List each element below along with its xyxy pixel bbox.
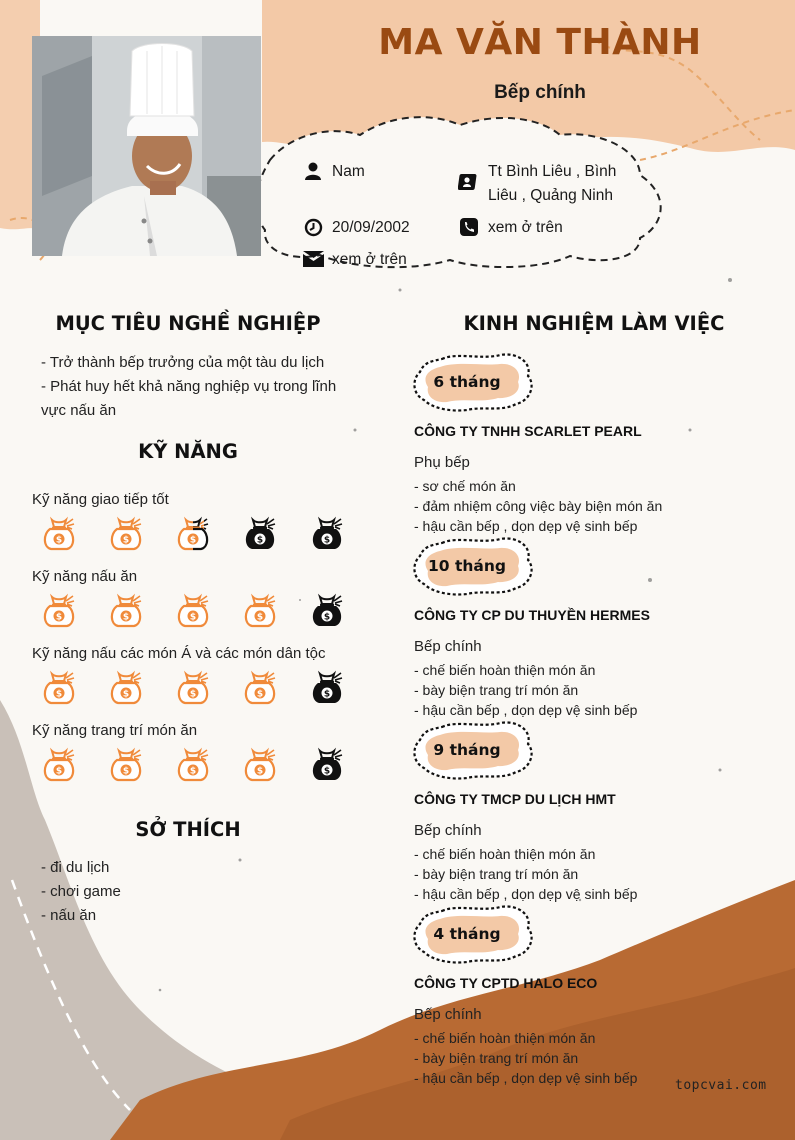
hobby-item: - nấu ăn (41, 907, 97, 924)
money-bag-icon (174, 668, 212, 706)
user-icon (303, 161, 323, 181)
money-bag-icon (308, 745, 346, 783)
hobbies-heading: SỞ THÍCH (135, 818, 241, 841)
gender-value: Nam (332, 163, 365, 180)
skill-label: Kỹ năng giao tiếp tốt (32, 491, 169, 508)
svg-text:$: $ (256, 689, 264, 700)
skill-rating (40, 668, 350, 708)
svg-text:$: $ (189, 535, 197, 546)
phone-icon (459, 217, 479, 237)
hobby-item: - đi du lịch (41, 859, 110, 876)
duty-item: - sơ chế món ăn (414, 478, 516, 494)
skill-rating (40, 514, 350, 554)
company-name: CÔNG TY TNHH SCARLET PEARL (414, 423, 642, 439)
duration-badge (412, 904, 537, 964)
svg-text:$: $ (122, 766, 130, 777)
money-bag-icon (308, 514, 346, 552)
skills-heading: KỸ NĂNG (138, 440, 238, 463)
money-bag-icon (107, 668, 145, 706)
duty-item: - bày biện trang trí món ăn (414, 682, 579, 698)
address-card-icon (458, 172, 480, 192)
profile-photo (32, 36, 261, 256)
money-bag-icon (40, 514, 78, 552)
svg-text:$: $ (189, 766, 197, 777)
svg-text:$: $ (122, 689, 130, 700)
company-name: CÔNG TY CP DU THUYỀN HERMES (414, 607, 650, 623)
email-value: xem ở trên (332, 251, 407, 268)
duty-item: - hậu cần bếp , dọn dẹp vệ sinh bếp (414, 518, 638, 534)
money-bag-icon (107, 745, 145, 783)
position: Phụ bếp (414, 454, 470, 471)
duty-item: - đảm nhiệm công việc bày biện món ăn (414, 498, 663, 514)
duty-item: - hậu cần bếp , dọn dẹp vệ sinh bếp (414, 702, 638, 718)
watermark: topcvai.com (675, 1078, 767, 1093)
duration-text: 4 tháng (433, 925, 501, 943)
svg-text:$: $ (256, 612, 264, 623)
svg-text:$: $ (55, 689, 63, 700)
money-bag-icon (40, 591, 78, 629)
objective-line: - Phát huy hết khả năng nghiệp vụ trong lĩnh (41, 378, 337, 395)
hobby-item: - chơi game (41, 883, 121, 900)
duration-text: 9 tháng (433, 741, 501, 759)
duration-text: 10 tháng (428, 557, 506, 575)
money-bag-icon (308, 591, 346, 629)
skill-label: Kỹ năng trang trí món ăn (32, 722, 198, 739)
duty-item: - hậu cần bếp , dọn dẹp vệ sinh bếp (414, 1070, 638, 1086)
duty-item: - bày biện trang trí món ăn (414, 866, 579, 882)
svg-text:$: $ (323, 612, 331, 623)
objective-heading: MỤC TIÊU NGHỀ NGHIỆP (55, 312, 321, 335)
position: Bếp chính (414, 822, 482, 839)
money-bag-icon (241, 668, 279, 706)
company-name: CÔNG TY TMCP DU LỊCH HMT (414, 791, 616, 807)
money-bag-icon (174, 745, 212, 783)
objective-line: vực nấu ăn (41, 402, 117, 419)
money-bag-icon (241, 591, 279, 629)
phone-value: xem ở trên (488, 219, 563, 236)
duration-text: 6 tháng (433, 373, 501, 391)
money-bag-icon (174, 514, 212, 552)
address-line-1: Tt Bình Liêu , Bình (488, 163, 617, 180)
svg-text:$: $ (256, 766, 264, 777)
duty-item: - bày biện trang trí món ăn (414, 1050, 579, 1066)
objective-line: - Trở thành bếp trưởng của một tàu du lịch (41, 354, 325, 371)
position: Bếp chính (414, 638, 482, 655)
duty-item: - chế biến hoàn thiện món ăn (414, 1030, 596, 1046)
full-name: MA VĂN THÀNH (378, 22, 702, 63)
duty-item: - chế biến hoàn thiện món ăn (414, 846, 596, 862)
svg-text:$: $ (323, 689, 331, 700)
skill-label: Kỹ năng nấu ăn (32, 568, 138, 585)
money-bag-icon (40, 668, 78, 706)
skill-rating (40, 745, 350, 785)
skill-label: Kỹ năng nấu các món Á và các món dân tộc (32, 645, 326, 662)
svg-text:$: $ (189, 612, 197, 623)
duty-item: - hậu cần bếp , dọn dẹp vệ sinh bếp (414, 886, 638, 902)
job-title: Bếp chính (494, 82, 586, 103)
money-bag-icon (107, 514, 145, 552)
svg-text:$: $ (122, 612, 130, 623)
duration-badge (412, 720, 537, 780)
svg-text:$: $ (323, 535, 331, 546)
money-bag-icon (107, 591, 145, 629)
position: Bếp chính (414, 1006, 482, 1023)
svg-text:$: $ (55, 766, 63, 777)
money-bag-icon (308, 668, 346, 706)
skill-rating (40, 591, 350, 631)
svg-text:$: $ (256, 535, 264, 546)
svg-text:$: $ (323, 766, 331, 777)
address-line-2: Liêu , Quảng Ninh (488, 187, 613, 204)
duty-item: - chế biến hoàn thiện món ăn (414, 662, 596, 678)
envelope-icon (302, 250, 325, 268)
money-bag-icon (40, 745, 78, 783)
svg-text:$: $ (122, 535, 130, 546)
duration-badge (412, 536, 537, 596)
svg-text:$: $ (55, 535, 63, 546)
duration-badge (412, 352, 537, 412)
clock-icon (304, 218, 323, 237)
money-bag-icon (174, 591, 212, 629)
company-name: CÔNG TY CPTD HALO ECO (414, 975, 598, 991)
svg-text:$: $ (55, 612, 63, 623)
svg-text:$: $ (189, 689, 197, 700)
money-bag-icon (241, 745, 279, 783)
money-bag-icon (241, 514, 279, 552)
birthday-value: 20/09/2002 (332, 219, 410, 236)
experience-heading: KINH NGHIỆM LÀM VIỆC (463, 312, 725, 335)
